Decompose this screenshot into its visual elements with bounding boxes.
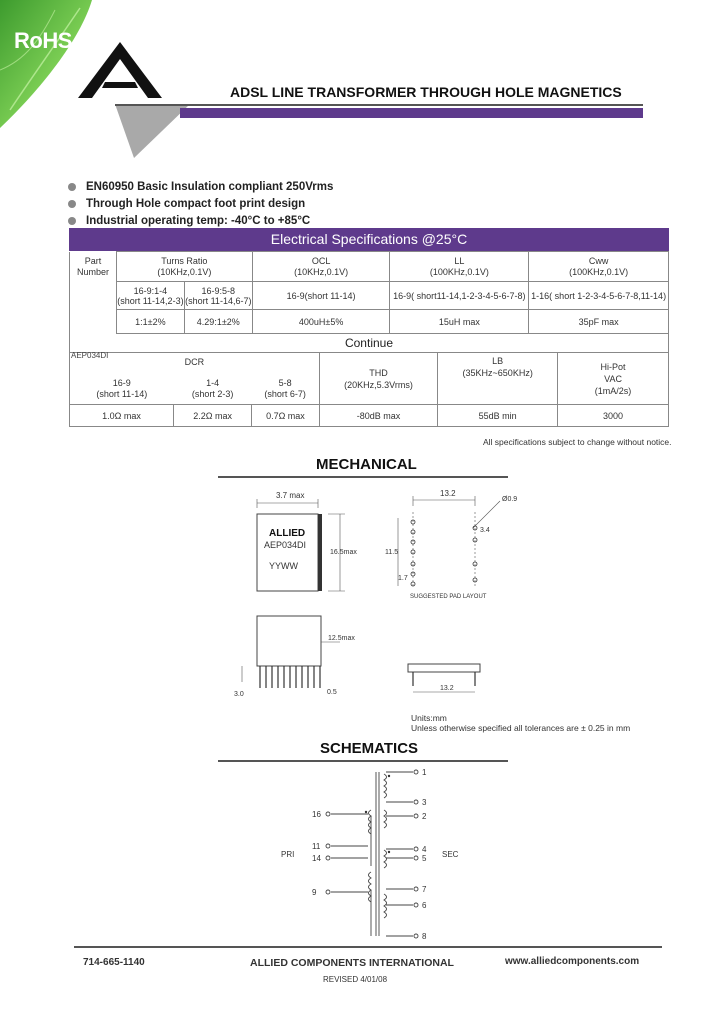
part-cell — [70, 310, 117, 334]
pri-pin-9: 9 — [312, 888, 317, 897]
sec-pin-5: 5 — [422, 854, 427, 863]
allied-logo — [70, 42, 190, 160]
sec-pin-3: 3 — [422, 798, 427, 807]
dim-pad-pitch: 3.4 — [480, 527, 490, 534]
spec-header: Electrical Specifications @25°C — [69, 228, 669, 251]
dim-width-top: 3.7 max — [276, 491, 305, 500]
dim-pad-width: 13.2 — [440, 489, 456, 498]
pad-layout-caption: SUGGESTED PAD LAYOUT — [410, 594, 487, 600]
part-number: AEP034DI — [71, 351, 109, 360]
mechanical-drawing — [230, 488, 640, 698]
dim-side-width: 12.5max — [328, 635, 355, 642]
col-ocl: OCL (10KHz,0.1V) — [252, 252, 390, 282]
ocl-value: 400uH±5% — [252, 310, 390, 334]
turns-value-2: 4.29:1±2% — [184, 310, 252, 334]
dcr-sub-1: 16-9 (short 11-14) — [70, 375, 174, 405]
sec-pin-1: 1 — [422, 768, 427, 777]
spec-table-top — [69, 251, 669, 334]
turns-value-1: 1:1±2% — [116, 310, 184, 334]
electrical-specifications — [69, 228, 669, 427]
dim-pad-gap: 1.7 — [398, 575, 408, 582]
dcr-value-1: 1.0Ω max — [70, 405, 174, 427]
units-note: Units:mm — [411, 713, 447, 723]
dim-pin-length: 3.0 — [234, 691, 244, 698]
feature-item: EN60950 Basic Insulation compliant 250Vrms — [68, 178, 333, 195]
document-title: ADSL LINE TRANSFORMER THROUGH HOLE MAGNETICS — [230, 84, 622, 100]
dim-pad-height: 11.5 — [385, 549, 399, 556]
dim-bottom-width: 13.2 — [440, 685, 454, 692]
dcr-sub-3: 5-8 (short 6-7) — [252, 375, 320, 405]
col-lb: LB (35KHz~650KHz) — [438, 353, 558, 405]
continue-label: Continue — [69, 334, 669, 352]
col-hipot: Hi-Pot VAC (1mA/2s) — [558, 353, 669, 405]
pri-pin-11: 11 — [312, 842, 321, 851]
mechanical-title: MECHANICAL — [316, 456, 417, 473]
ocl-condition: 16-9(short 11-14) — [252, 282, 390, 310]
schematic-diagram — [276, 766, 476, 942]
part-cell — [70, 282, 117, 310]
cww-condition: 1-16( short 1-2-3-4-5-6-7-8,11-14) — [529, 282, 669, 310]
spec-footnote: All specifications subject to change without notice. — [483, 437, 672, 447]
thd-value: -80dB max — [319, 405, 438, 427]
mechanical-rule — [218, 476, 508, 478]
title-rule — [115, 104, 643, 106]
part-brand-mark: ALLIED — [269, 528, 306, 539]
pri-pin-14: 14 — [312, 854, 321, 863]
col-dcr: DCR — [70, 353, 320, 375]
ll-value: 15uH max — [390, 310, 529, 334]
dcr-sub-2: 1-4 (short 2-3) — [174, 375, 252, 405]
pri-pin-16: 16 — [312, 810, 321, 819]
bullet-icon — [68, 217, 76, 225]
col-part-number: Part Number — [70, 252, 117, 282]
dim-height: 16.5max — [330, 549, 357, 556]
sec-pin-8: 8 — [422, 932, 427, 941]
sec-pin-2: 2 — [422, 812, 427, 821]
part-date-code: YYWW — [269, 561, 298, 571]
dim-pad-hole: Ø0.9 — [502, 496, 518, 503]
footer-rule — [74, 946, 662, 948]
pri-label: PRI — [281, 850, 295, 859]
dcr-value-3: 0.7Ω max — [252, 405, 320, 427]
bullet-icon — [68, 200, 76, 208]
bullet-icon — [68, 183, 76, 191]
schematics-title: SCHEMATICS — [320, 740, 419, 757]
part-model-mark: AEP034DI — [264, 540, 307, 550]
col-thd: THD (20KHz,5.3Vrms) — [319, 353, 438, 405]
title-accent-bar — [180, 108, 643, 118]
sec-label: SEC — [442, 850, 459, 859]
col-ll: LL (100KHz,0.1V) — [390, 252, 529, 282]
hipot-value: 3000 — [558, 405, 669, 427]
dcr-value-2: 2.2Ω max — [174, 405, 252, 427]
feature-list — [68, 178, 333, 229]
turns-sub-1: 16-9:1-4 (short 11-14,2-3) — [116, 282, 184, 310]
footer-phone: 714-665-1140 — [83, 957, 145, 968]
lb-value: 55dB min — [438, 405, 558, 427]
turns-sub-2: 16-9:5-8 (short 11-14,6-7) — [184, 282, 252, 310]
feature-item: Through Hole compact foot print design — [68, 195, 333, 212]
cww-value: 35pF max — [529, 310, 669, 334]
revision-date: REVISED 4/01/08 — [323, 975, 388, 984]
feature-item: Industrial operating temp: -40°C to +85°C — [68, 212, 333, 229]
col-cww: Cww (100KHz,0.1V) — [529, 252, 669, 282]
sec-pin-4: 4 — [422, 845, 427, 854]
spec-table-bottom — [69, 352, 669, 427]
rohs-badge: RoHS — [14, 28, 72, 53]
tolerance-note: Unless otherwise specified all tolerances are ± 0.25 in mm — [411, 723, 631, 733]
footer-website-link[interactable]: www.alliedcomponents.com — [505, 956, 640, 967]
footer-company: ALLIED COMPONENTS INTERNATIONAL — [250, 957, 454, 969]
sec-pin-7: 7 — [422, 885, 427, 894]
sec-pin-6: 6 — [422, 901, 427, 910]
ll-condition: 16-9( short11-14,1-2-3-4-5-6-7-8) — [390, 282, 529, 310]
col-turns-ratio: Turns Ratio (10KHz,0.1V) — [116, 252, 252, 282]
schematics-rule — [218, 760, 508, 762]
dim-pin-width: 0.5 — [327, 689, 337, 696]
